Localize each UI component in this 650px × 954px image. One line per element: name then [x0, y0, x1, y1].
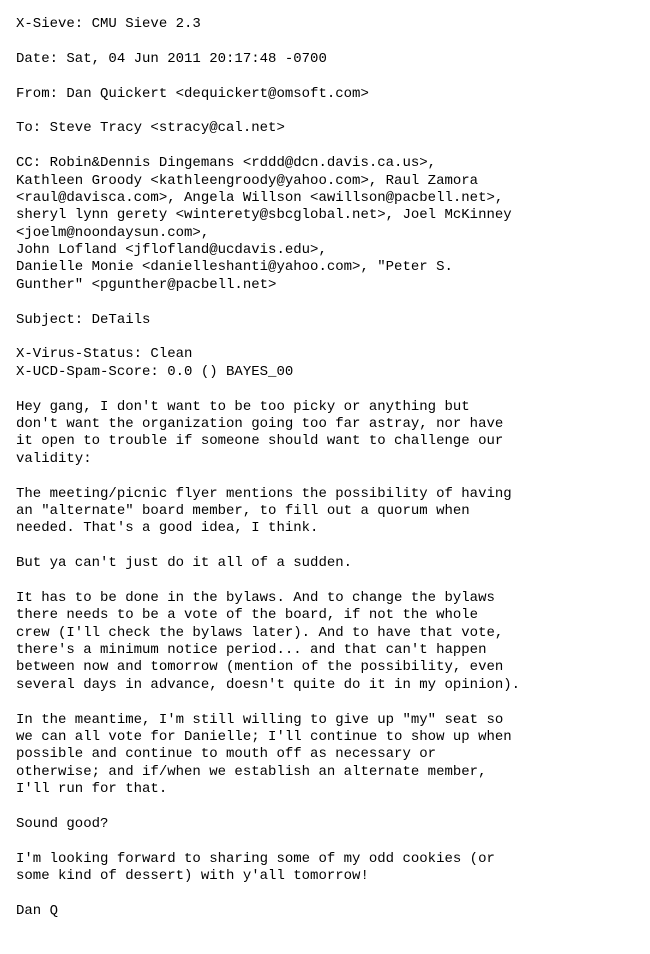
body-line: needed. That's a good idea, I think. — [16, 520, 319, 537]
body-line: otherwise; and if/when we establish an alternate member, — [16, 763, 487, 780]
body-line: crew (I'll check the bylaws later). And to have that vote, — [16, 624, 504, 641]
paragraph-1 — [16, 399, 650, 469]
header-line: X-Sieve: CMU Sieve 2.3 — [16, 16, 201, 32]
date-header — [16, 51, 650, 68]
body-line: don't want the organization going too far astray, nor have — [16, 415, 504, 432]
header-line: Subject: DeTails — [16, 311, 151, 328]
header-line: From: Dan Quickert <dequickert@omsoft.com> — [16, 85, 369, 102]
to-header — [16, 120, 650, 137]
cc-line: <joelm@noondaysun.com>, — [16, 224, 210, 241]
body-line: some kind of dessert) with y'all tomorrow! — [16, 868, 369, 885]
cc-line: Kathleen Groody <kathleengroody@yahoo.com>, Raul Zamora — [16, 172, 479, 189]
x-sieve-header — [16, 16, 650, 33]
paragraph-5 — [16, 712, 650, 799]
header-line: Date: Sat, 04 Jun 2011 20:17:48 -0700 — [16, 50, 327, 67]
signature-line: Dan Q — [16, 902, 59, 919]
paragraph-4 — [16, 590, 650, 694]
cc-line: Gunther" <pgunther@pacbell.net> — [16, 276, 277, 293]
paragraph-6 — [16, 816, 650, 833]
body-line: several days in advance, doesn't quite do it in my opinion). — [16, 676, 521, 693]
body-line: It has to be done in the bylaws. And to change the bylaws — [16, 589, 495, 606]
body-line: I'll run for that. — [16, 781, 168, 798]
body-line: I'm looking forward to sharing some of my odd cookies (or — [16, 850, 495, 867]
cc-header — [16, 155, 650, 294]
signature — [16, 903, 650, 920]
cc-line: <raul@davisca.com>, Angela Willson <awillson@pacbell.net>, — [16, 189, 504, 206]
cc-line: CC: Robin&Dennis Dingemans <rddd@dcn.davis.ca.us>, — [16, 155, 437, 172]
header-line: X-UCD-Spam-Score: 0.0 () BAYES_00 — [16, 363, 294, 380]
header-line: X-Virus-Status: Clean — [16, 346, 193, 363]
body-line: we can all vote for Danielle; I'll continue to show up when — [16, 729, 512, 746]
body-line: there needs to be a vote of the board, if not the whole — [16, 607, 479, 624]
cc-line: John Lofland <jflofland@ucdavis.edu>, — [16, 242, 327, 259]
body-line: validity: — [16, 450, 92, 467]
body-line: The meeting/picnic flyer mentions the possibility of having — [16, 485, 512, 502]
header-line: To: Steve Tracy <stracy@cal.net> — [16, 120, 285, 137]
body-line: Sound good? — [16, 815, 109, 832]
body-line: an "alternate" board member, to fill out a quorum when — [16, 502, 470, 519]
subject-header — [16, 312, 650, 329]
body-line: In the meantime, I'm still willing to give up "my" seat so — [16, 711, 504, 728]
paragraph-7 — [16, 851, 650, 886]
from-header — [16, 86, 650, 103]
body-line: between now and tomorrow (mention of the possibility, even — [16, 659, 504, 676]
body-line: possible and continue to mouth off as necessary or — [16, 746, 437, 763]
cc-line: Danielle Monie <danielleshanti@yahoo.com>, "Peter S. — [16, 259, 453, 276]
x-headers — [16, 346, 650, 381]
body-line: it open to trouble if someone should want to challenge our — [16, 433, 504, 450]
paragraph-3 — [16, 555, 650, 572]
paragraph-2 — [16, 486, 650, 538]
body-line: there's a minimum notice period... and that can't happen — [16, 642, 487, 659]
cc-line: sheryl lynn gerety <winterety@sbcglobal.net>, Joel McKinney — [16, 207, 512, 224]
body-line: Hey gang, I don't want to be too picky or anything but — [16, 398, 470, 415]
body-line: But ya can't just do it all of a sudden. — [16, 555, 353, 572]
